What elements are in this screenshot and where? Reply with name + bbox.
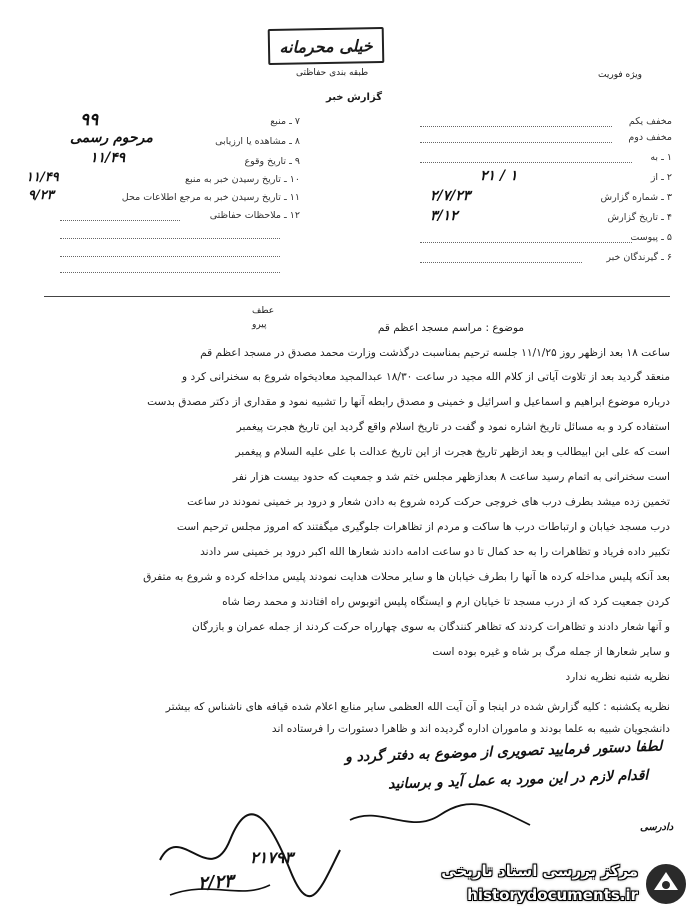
- dotted-line: [420, 142, 612, 143]
- field-receipt-source-value: ۱۱/۴۹: [26, 170, 59, 185]
- classification-stamp: [268, 27, 385, 65]
- dotted-line: [420, 242, 632, 243]
- handwritten-note-1: لطفا دستور فرمایید تصویری از موضوع به دفتر گردد و: [344, 738, 663, 766]
- handwritten-margin-note: دادرسی: [640, 822, 674, 833]
- field-report-date-label: ۴ ـ تاریخ گزارش: [607, 212, 672, 223]
- follow-label: پیرو: [252, 320, 267, 330]
- priority-note: ویژه فوریت: [598, 70, 643, 80]
- handwritten-date: ۲/۲۳: [197, 870, 235, 895]
- body-line: نظریه شنبه نظریه ندارد: [565, 671, 670, 683]
- field-attachment-label: ۵ ـ پیوست: [630, 232, 672, 243]
- body-line: بعد آنکه پلیس مداخله کرده ها آنها را بطرف خیابان ها و سایر محلات هدایت نمودند پلیس مداخله کرده و شروع به متفرق: [143, 571, 670, 583]
- body-line: است سخنرانی به اتمام رسید ساعت ۸ بعدازظهر مجلس ختم شد و جمعیت که حدود بیست هزار نفر: [232, 471, 670, 483]
- body-line: استفاده کرد و به مسائل تاریخ اشاره نمود و گفت در تاریخ اسلام واقع گردید این تاریخ هجرت پیغمبر: [236, 421, 670, 433]
- body-line: دانشجویان شبیه به علما بودند و ماموران اداره گردیده اند و ظاهرا دستورات را فرستاده اند: [271, 723, 670, 735]
- field-occurrence-date-value: ۱۱/۴۹: [90, 150, 126, 166]
- field-recipients-label: ۶ ـ گیرندگان خبر: [606, 252, 672, 263]
- body-line: و آنها شعار دادند و تظاهرات کردند که تظاهر کنندگان به سوی چهارراه حرکت کردند از جمله عمران و بازرگان: [192, 621, 670, 633]
- body-line: کردن جمعیت کرد که از درب مسجد تا خیابان ارم و ایستگاه پلیس اتوبوس راه افتادند و محمد رضا شاه: [222, 596, 670, 608]
- classification-label: طبقه بندی حفاظتی: [296, 68, 369, 78]
- field-source-label: ۷ ـ منبع: [270, 116, 300, 127]
- field-from-label: ۲ ـ از: [650, 172, 672, 183]
- dotted-line: [420, 162, 632, 163]
- report-type-title: گزارش خبر: [326, 92, 383, 103]
- archive-logo-icon: [642, 860, 690, 908]
- watermark-url: historydocuments.ir: [467, 886, 638, 904]
- field-receipt-ref-label: ۱۱ ـ تاریخ رسیدن خبر به مرجع اطلاعات محل: [121, 192, 300, 203]
- body-line: منعقد گردید بعد از تلاوت آیاتی از کلام الله مجید در ساعت ۱۸/۳۰ عبدالمجید معادیخواه شروع به سخنرانی کرد و: [182, 371, 670, 383]
- body-line: درباره موضوع ابراهیم و اسماعیل و اسرائیل و خمینی و مصدق رابطه آنها را تشبیه نمود و مقداری از دکتر مصدق بدست: [147, 396, 670, 408]
- dotted-line: [60, 272, 280, 273]
- field-from-value: ۲۱ / ۱: [480, 168, 518, 184]
- dotted-line: [60, 256, 280, 257]
- field-receipt-source-label: ۱۰ ـ تاریخ رسیدن خبر به منبع: [185, 174, 300, 185]
- field-source-value: ۹۹: [80, 110, 99, 130]
- watermark: [386, 856, 694, 916]
- field-occurrence-date-label: ۹ ـ تاریخ وقوع: [244, 156, 300, 167]
- body-line: نظریه یکشنبه : کلیه گزارش شده در اینجا و آن آیت الله العظمی سایر منابع اعلام شده قیافه های ناشناس که بیشتر: [165, 701, 670, 713]
- body-line: است که علی ابن ابیطالب و بعد ازظهر تاریخ هجرت از این تاریخ عدالت با علی علیه السلام و پیغمبر: [235, 446, 670, 458]
- body-line: و سایر شعارها از جمله مرگ بر شاه و غیره بوده است: [432, 646, 670, 658]
- header-separator: [44, 296, 670, 297]
- field-copy2-label: مخفف دوم: [628, 132, 672, 143]
- watermark-title: مرکز بررسی اسناد تاریخی: [441, 862, 638, 880]
- field-security-notes-label: ۱۲ ـ ملاحظات حفاظتی: [209, 210, 300, 221]
- field-report-date-value: ۳/۱۲: [430, 208, 458, 224]
- handwritten-code: ۲۱۷۹۳: [250, 848, 293, 867]
- body-line: تکبیر داده فریاد و تظاهرات را به حد کمال تا دو ساعت ادامه دادند شعارها الله اکبر درود بر خمینی سر دادند: [200, 546, 670, 558]
- field-assessment-value: مرحوم رسمی: [70, 130, 153, 146]
- body-line: درب مسجد خیابان و ارتباطات درب ها ساکت و مردم از تظاهرات جلوگیری میگفتند که امروز مجلس ترحیم است: [176, 521, 670, 533]
- ref-label: عطف: [252, 306, 275, 316]
- subject-line: موضوع : مراسم مسجد اعظم قم: [377, 322, 524, 334]
- handwritten-note-2: اقدام لازم در این مورد به عمل آید و برسانید: [387, 767, 649, 793]
- dotted-line: [420, 126, 612, 127]
- body-line: تخمین زده میشد بطرف درب های خروجی حرکت کرده شروع به دادن شعار و درود بر خمینی نمودند در ساعت: [187, 496, 670, 508]
- body-line: ساعت ۱۸ بعد ازظهر روز ۱۱/۱/۲۵ جلسه ترحیم بمناسبت درگذشت وزارت محمد مصدق در مسجد اعظم قم: [200, 347, 670, 359]
- field-assessment-label: ۸ ـ مشاهده یا ارزیابی: [215, 136, 300, 147]
- dotted-line: [60, 220, 180, 221]
- dotted-line: [420, 262, 582, 263]
- field-to-label: ۱ ـ به: [650, 152, 672, 163]
- classification-stamp-text: خیلی محرمانه: [279, 35, 373, 57]
- field-copy1-label: مخفف یکم: [628, 116, 672, 127]
- field-report-number-value: ۲/۷/۲۳: [430, 188, 471, 204]
- field-report-number-label: ۳ ـ شماره گزارش: [600, 192, 672, 203]
- field-receipt-ref-value: ۹/۲۳: [28, 188, 54, 203]
- dotted-line: [60, 238, 280, 239]
